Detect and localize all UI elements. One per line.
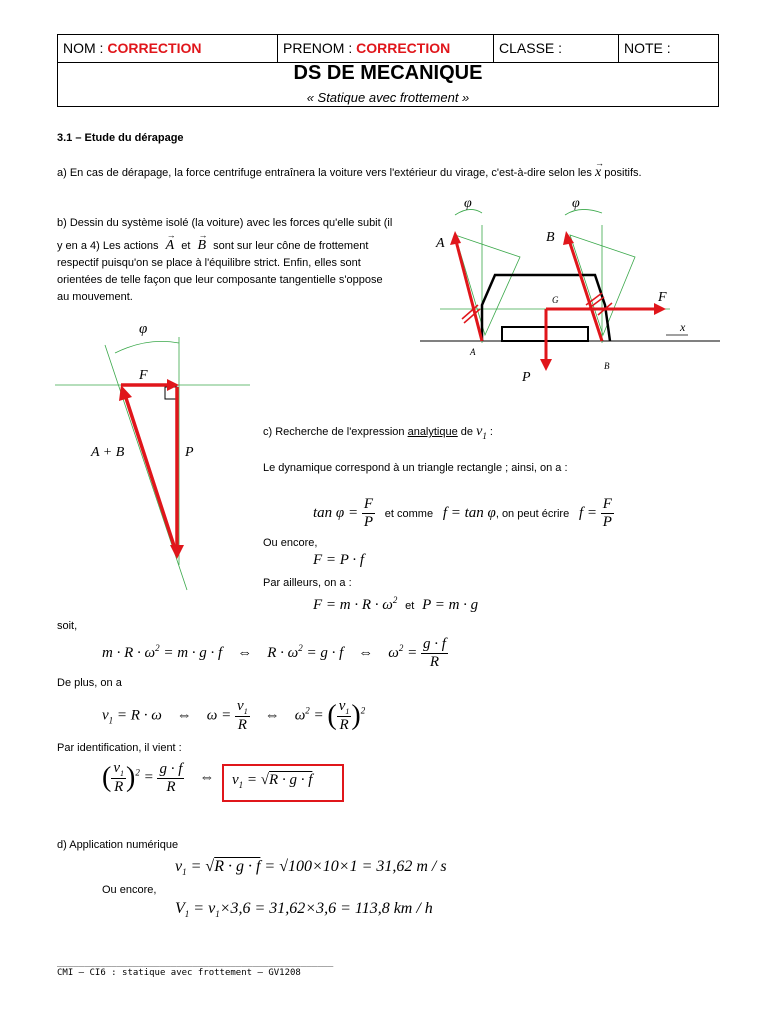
v1-symbol <box>476 424 487 439</box>
eq-numeric-v1: $v_1 = √R \cdot g \cdot f = √100\times 10\times 1 = 31,62$ m / s <box>175 858 447 878</box>
prenom-value: CORRECTION <box>356 40 451 56</box>
eq-tan-et-comme: et comme <box>384 507 434 520</box>
car-label-a-point: A <box>470 347 476 357</box>
par-identification: Par identification, il vient : <box>57 742 182 754</box>
car-phi-left: φ <box>464 196 472 211</box>
x-vector: x → <box>595 158 604 180</box>
page-title: DS DE MECANIQUE <box>293 62 483 84</box>
eq-conv2: ×3,6 = 31,62×3,6 = 113,8 km / h <box>219 900 433 917</box>
de-plus: De plus, on a <box>57 677 122 689</box>
car-diagram-graphics <box>420 209 720 371</box>
car-diagram <box>420 195 720 385</box>
classe-cell <box>494 35 619 62</box>
nom-label: NOM : <box>63 40 104 56</box>
note-label: NOTE : <box>624 40 671 56</box>
force-triangle-diagram <box>55 315 255 600</box>
eq-f-pf: F = P · f <box>313 552 365 568</box>
footer-text: CMI – CI6 : statique avec frottement – GV1208 <box>57 968 301 978</box>
eq-V1-symbol: V <box>175 900 185 917</box>
car-label-g: G <box>552 295 559 305</box>
part-c-text-d: : <box>489 426 493 438</box>
triangle-label-ab: A + B <box>91 445 125 460</box>
eq-v1-rw: $v_1 = R \cdot \omega$ ⇔ ω = $\frac{v_1}{R}$ ⇔ $\omega^2$ = ( $\frac{v_1}{R}$ )$^2$ <box>102 698 366 733</box>
part-a-text-1: a) En cas de dérapage, la force centrifuge entraînera la voiture vers l'extérieur du virage, c'est-à-dire selon les <box>57 167 592 179</box>
eq-numeric-value: √100×10×1 = 31,62 m / s <box>279 858 447 875</box>
part-b-line2a: y en a 4) Les actions <box>57 240 159 252</box>
triangle-label-f: F <box>139 368 148 383</box>
vec-a-inline: A → <box>165 230 176 253</box>
frac-v1-r-2: $\frac{v_1}{R}$ <box>338 698 350 733</box>
page-subtitle: « Statique avec frottement » <box>306 90 470 105</box>
eq-identification: ( $\frac{v_1}{R}$ )$^2$ = $\frac{g \cdot f}{R}$ ⇔ <box>102 760 215 795</box>
eq-conv: = v <box>193 900 216 917</box>
header-table <box>57 34 719 107</box>
par-ailleurs: Par ailleurs, on a : <box>263 577 352 589</box>
part-c-text <box>263 425 493 443</box>
part-c-text-a: c) Recherche de l'expression <box>263 426 405 438</box>
eq-v1-result: $v_1 = √R \cdot g \cdot f$ <box>232 772 313 790</box>
car-label-a-vec: A <box>436 236 445 251</box>
v1-sub: 1 <box>482 430 487 441</box>
ou-encore-1: Ou encore, <box>263 537 318 549</box>
part-c-dynamic: Le dynamique correspond à un triangle rectangle ; ainsi, on a : <box>263 462 568 474</box>
car-label-x: x <box>680 320 686 334</box>
triangle-label-p: P <box>185 445 194 460</box>
eq-tan-peut-ecrire: , on peut écrire <box>495 507 570 520</box>
car-label-b-vec: B <box>546 230 555 245</box>
eq-et: et <box>405 600 415 612</box>
header-row <box>58 35 718 63</box>
prenom-cell <box>278 35 494 62</box>
frac-f-p-1: $\frac{F}{P}$ <box>363 496 374 530</box>
part-b-line2b: et <box>181 240 191 252</box>
part-a-text-2: positifs. <box>604 167 642 179</box>
car-label-b-point: B <box>604 361 610 371</box>
part-b-line4: orientées de telle façon que leur composante tangentielle s'oppose <box>57 274 383 286</box>
ou-encore-2: Ou encore, <box>102 884 157 896</box>
b-symbol: B <box>197 238 207 253</box>
a-symbol: A <box>165 238 175 253</box>
x-symbol: x <box>595 165 602 180</box>
part-b-line5: au mouvement. <box>57 291 133 303</box>
eq-tan: tan φ = $\frac{F}{P}$ et comme f = tan φ, on peut écrire f = $\frac{F}{P}$ <box>313 496 612 530</box>
eq-conv-sub: 1 <box>215 909 220 920</box>
frac-gf-r-2: $\frac{g \cdot f}{R}$ <box>159 760 183 795</box>
part-b-line1: b) Dessin du système isolé (la voiture) avec les forces qu'elle subit (il <box>57 217 393 229</box>
vec-b-inline: B → <box>197 230 208 253</box>
part-d-text: d) Application numérique <box>57 839 179 851</box>
eq-V1-sub: 1 <box>184 909 190 920</box>
nom-value: CORRECTION <box>107 40 202 56</box>
eq-omega: $m \cdot R \cdot \omega^2 = m \cdot g \cdot f$ ⇔ $R \cdot \omega^2 = g \cdot f$ ⇔ $\omega^2$ = $\frac{g \cdot f}{R}$ <box>102 636 446 670</box>
frac-f-p-2: $\frac{F}{P}$ <box>602 496 612 530</box>
frac-v1-r-1: $\frac{v_1}{R}$ <box>237 698 248 733</box>
section-heading: 3.1 – Etude du dérapage <box>57 132 184 144</box>
footer-rule: ___________________________________________________ <box>57 958 334 968</box>
frac-v1-r-3: $\frac{v_1}{R}$ <box>113 760 124 795</box>
part-c-text-b: analytique <box>407 426 458 438</box>
car-label-p: P <box>522 370 531 385</box>
note-cell <box>619 35 719 62</box>
triangle-phi: φ <box>139 321 148 337</box>
part-b-line2c: sont sur leur cône de frottement <box>213 240 369 252</box>
force-triangle-graphics <box>55 337 250 590</box>
part-c-text-c: de <box>460 426 474 438</box>
eq-numeric-V1 <box>175 900 433 919</box>
part-b-line2 <box>57 230 369 253</box>
classe-label: CLASSE : <box>499 40 563 56</box>
part-a-text <box>57 158 642 180</box>
car-phi-right: φ <box>572 196 580 211</box>
soit: soit, <box>57 620 78 632</box>
v1-v: v <box>476 424 483 439</box>
car-label-f: F <box>658 290 667 305</box>
nom-cell <box>58 35 278 62</box>
frac-gf-r: $\frac{g \cdot f}{R}$ <box>423 636 446 670</box>
part-b-line3: respectif puisqu'on se place à l'équilibre strict. Enfin, elles sont <box>57 257 361 269</box>
eq-f-mrw: $F = m \cdot R \cdot \omega^2$ et P = m · g <box>313 595 479 613</box>
prenom-label: PRENOM : <box>283 40 353 56</box>
